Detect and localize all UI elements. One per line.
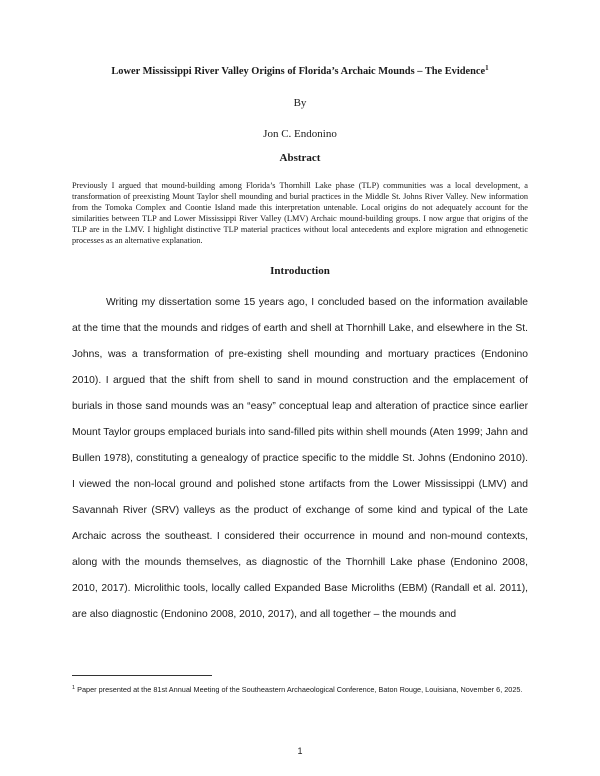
abstract-heading: Abstract [279, 152, 321, 164]
footnote-text: Paper presented at the 81st Annual Meeting of the Southeastern Archaeological Conference, Baton Rouge, Louisiana, November 6, 2025. [77, 685, 523, 694]
paper-title-text: Lower Mississippi River Valley Origins of Florida’s Archaic Mounds – The Evidence [111, 66, 486, 77]
introduction-heading: Introduction [270, 265, 330, 277]
footnote-divider [72, 675, 212, 676]
page-number: 1 [297, 746, 303, 756]
footnote-marker: 1 [72, 685, 76, 691]
abstract-text: Previously I argued that mound-building among Florida’s Thornhill Lake phase (TLP) communities was a local development, a transformation of preexisting Mount Taylor shell mounding and burial practices in the Middle St. Johns River Valley. New information from the Tomoka Complex and Coontie Island made this interpretation untenable. Local origins do not adequately account for the similarities between TLP and Lower Mississippi River Valley (LMV) Archaic mound-building groups. I now argue that origins of the TLP are in the LMV. I highlight distinctive TLP material practices without local antecedents and explore migration and ethnogenetic processes as an alternative explanation. [72, 181, 528, 245]
footnote [72, 684, 528, 695]
title-footnote-marker[interactable]: 1 [485, 64, 489, 72]
author-name: Jon C. Endonino [263, 128, 337, 140]
byline: By [293, 97, 307, 109]
paper-title [40, 66, 560, 77]
introduction-paragraph: Writing my dissertation some 15 years ago, I concluded based on the information available at the time that the mounds and ridges of earth and shell at Thornhill Lake, and elsewhere in the St. Johns, was a transformation of pre-existing shell mounding and mortuary practices (Endonino 2010). I argued that the shift from shell to sand in mound construction and the emplacement of burials in those sand mounds was an “easy” conceptual leap and alteration of practice since earlier Mount Taylor groups emplaced burials into sand-filled pits within shell mounds (Aten 1999; Jahn and Bullen 1978), constituting a genealogy of practice specific to the middle St. Johns (Endonino 2010). I viewed the non-local ground and polished stone artifacts from the Lower Mississippi (LMV) and Savannah River (SRV) valleys as the product of exchange of some kind and typical of the Late Archaic across the southeast. I considered their occurrence in mound and non-mound contexts, along with the mounds themselves, as diagnostic of the Thornhill Lake phase (Endonino 2008, 2010, 2017). Microlithic tools, locally called Expanded Base Microliths (EBM) (Randall et al. 2011), are also diagnostic (Endonino 2008, 2010, 2017), and all together – the mounds and [72, 297, 528, 620]
